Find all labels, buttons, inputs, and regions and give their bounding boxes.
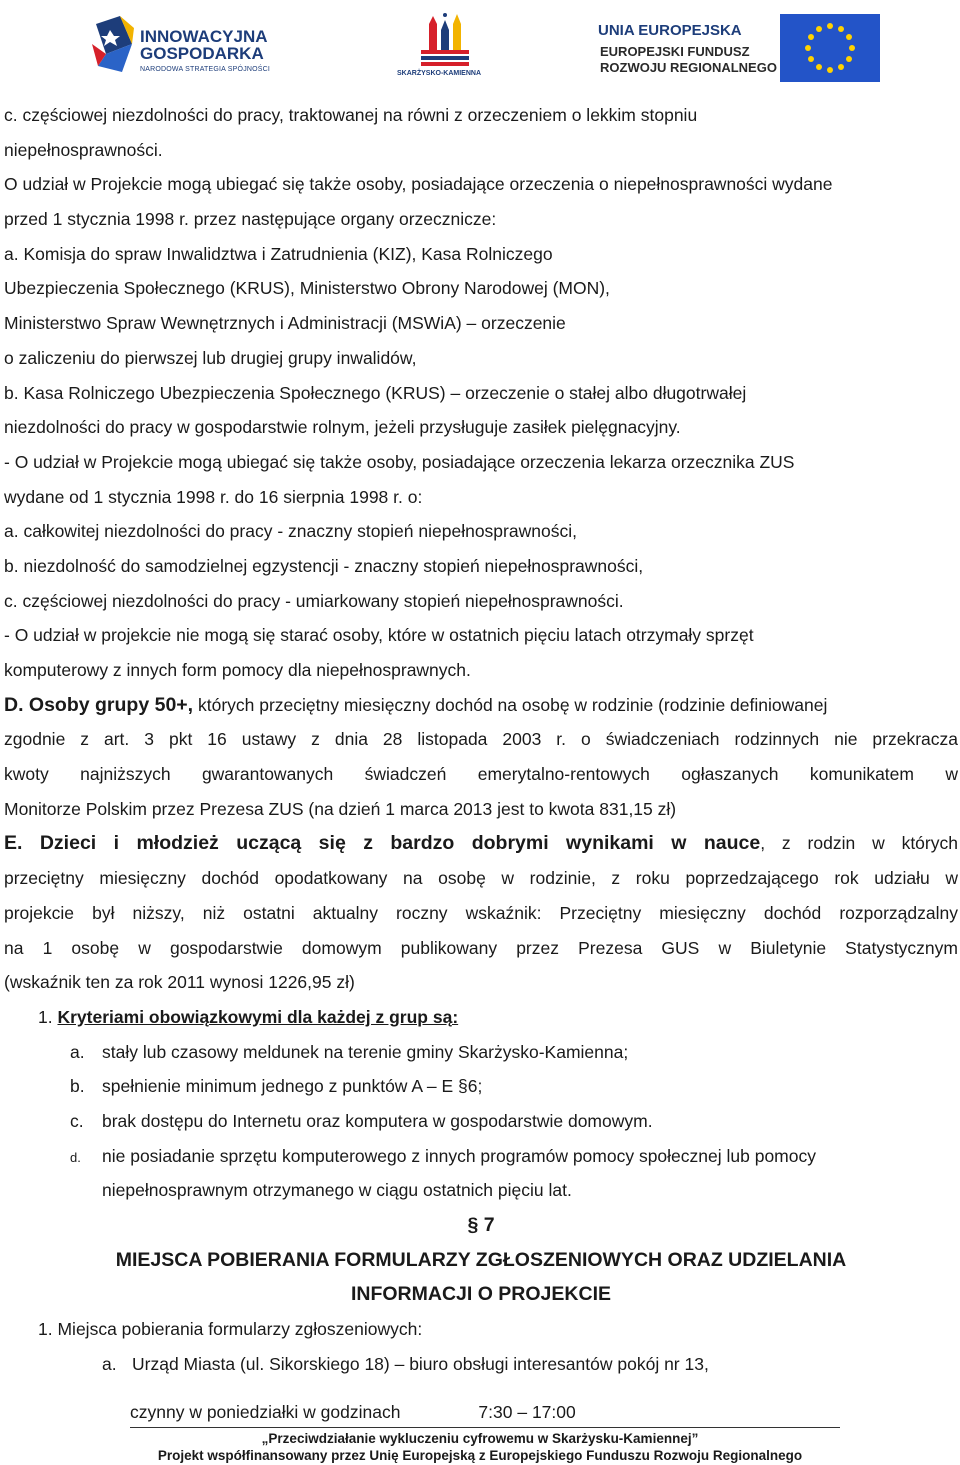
paragraph-line: b. Kasa Rolniczego Ubezpieczenia Społecznego (KRUS) – orzeczenie o stałej albo długotrwałej <box>4 382 747 403</box>
paragraph-line: c. częściowej niezdolności do pracy - umiarkowany stopień niepełnosprawności. <box>4 590 624 611</box>
paragraph-line: projekcie był niższy, niż ostatni aktualny roczny wskaźnik: Przeciętny miesięczny dochód rozporządzalny <box>4 902 958 923</box>
criteria-number: 1. <box>38 1006 53 1027</box>
innowacyjna-gospodarka-logo <box>92 14 282 80</box>
skarzysko-kamienna-logo <box>395 10 495 82</box>
footer-divider <box>130 1427 840 1428</box>
criteria-title: Kryteriami obowiązkowymi dla każdej z grup są: <box>57 1006 459 1027</box>
paragraph-line: Monitorze Polskim przez Prezesa ZUS (na dzień 1 marca 2013 jest to kwota 831,15 zł) <box>4 798 677 819</box>
group-d-text: których przeciętny miesięczny dochód na osobę w rodzinie (rodzinie definiowanej <box>193 694 828 715</box>
ig-title: INNOWACYJNA GOSPODARKA <box>140 27 268 63</box>
eu-flag-icon <box>780 14 880 82</box>
paragraph-line: Ubezpieczenia Społecznego (KRUS), Ministerstwo Obrony Narodowej (MON), <box>4 278 610 299</box>
office-hours: czynny w poniedziałki w godzinach 7:30 – 17:00 <box>130 1402 576 1422</box>
paragraph-line: O udział w Projekcie mogą ubiegać się także osoby, posiadające orzeczenia o niepełnosprawności wydane <box>4 174 833 195</box>
places-heading: 1. Miejsca pobierania formularzy zgłoszeniowych: <box>38 1319 423 1340</box>
paragraph-line: na 1 osobę w gospodarstwie domowym publikowany przez Prezesa GUS w Biuletynie Statystycznym <box>4 937 958 958</box>
document-body <box>4 98 958 1381</box>
criteria-item: a. stały lub czasowy meldunek na terenie gminy Skarżysko-Kamienna; <box>70 1041 629 1062</box>
eu-logo <box>598 12 880 80</box>
criteria-item: c. brak dostępu do Internetu oraz komputera w gospodarstwie domowym. <box>70 1110 653 1131</box>
footer-cofinancing: Projekt współfinansowany przez Unię Europejską z Europejskiego Funduszu Rozwoju Regionalnego <box>157 1448 803 1463</box>
page-footer <box>0 1430 960 1464</box>
criteria-item: b. spełnienie minimum jednego z punktów A – E §6; <box>70 1076 483 1097</box>
criteria-item: d. nie posiadanie sprzętu komputerowego z innych programów pomocy społecznej lub pomocy <box>70 1145 816 1166</box>
paragraph-line: zgodnie z art. 3 pkt 16 ustawy z dnia 28 listopada 2003 r. o świadczeniach rodzinnych nie przekracza <box>4 729 958 750</box>
criteria-heading <box>4 1000 958 1035</box>
paragraph-line: wydane od 1 stycznia 1998 r. do 16 sierpnia 1998 r. o: <box>4 486 423 507</box>
paragraph-line: przed 1 stycznia 1998 r. przez następujące organy orzecznicze: <box>4 209 497 230</box>
paragraph-line: niezdolności do pracy w gospodarstwie rolnym, jeżeli przysługuje zasiłek pielęgnacyjny. <box>4 417 681 438</box>
paragraph-line: komputerowy z innych form pomocy dla niepełnosprawnych. <box>4 660 471 680</box>
group-e-text: , z rodzin w których <box>760 833 958 854</box>
paragraph-line: - O udział w projekcie nie mogą się starać osoby, które w ostatnich pięciu latach otrzymały sprzęt <box>4 625 754 646</box>
paragraph-line: (wskaźnik ten za rok 2011 wynosi 1226,95 zł) <box>4 972 355 993</box>
group-d-heading <box>4 688 958 723</box>
city-name: SKARŻYSKO-KAMIENNA <box>397 70 481 77</box>
group-e-label: E. Dzieci i młodzież uczącą się z bardzo dobrymi wynikami w nauce <box>4 832 761 855</box>
paragraph-line: c. częściowej niezdolności do pracy, traktowanej na równi z orzeczeniem o lekkim stopniu <box>4 105 698 125</box>
paragraph-line: b. niezdolność do samodzielnej egzystencji - znaczny stopień niepełnosprawności, <box>4 555 644 576</box>
paragraph-line: kwoty najniższych gwarantowanych świadczeń emerytalno-rentowych ogłaszanych komunikatem w <box>4 764 958 785</box>
group-e-heading <box>4 826 958 861</box>
city-emblem-icon <box>395 10 495 70</box>
section-number: § 7 <box>467 1214 495 1236</box>
page-header <box>0 0 960 90</box>
paragraph-line: Ministerstwo Spraw Wewnętrznych i Administracji (MSWiA) – orzeczenie <box>4 313 566 334</box>
eu-fund-line-2: ROZWOJU REGIONALNEGO <box>600 60 777 75</box>
paragraph-line: a. całkowitej niezdolności do pracy - znaczny stopień niepełnosprawności, <box>4 521 577 542</box>
eu-fund-line-1: EUROPEJSKI FUNDUSZ <box>600 44 750 59</box>
paragraph-line: a. Komisja do spraw Inwalidztwa i Zatrudnienia (KIZ), Kasa Rolniczego <box>4 243 553 264</box>
footer-project-title: „Przeciwdziałanie wykluczeniu cyfrowemu w Skarżysku-Kamiennej” <box>261 1431 699 1446</box>
eu-title: UNIA EUROPEJSKA <box>598 22 742 39</box>
paragraph-line: o zaliczeniu do pierwszej lub drugiej grupy inwalidów, <box>4 347 417 368</box>
paragraph-line: przeciętny miesięczny dochód opodatkowany na osobę w rodzinie, z roku poprzedzającego rok udziału w <box>4 868 958 889</box>
ig-emblem-icon <box>92 14 136 74</box>
section-title: MIEJSCA POBIERANIA FORMULARZY ZGŁOSZENIOWYCH ORAZ UDZIELANIA <box>115 1248 847 1271</box>
place-item: a. Urząd Miasta (ul. Sikorskiego 18) – biuro obsługi interesantów pokój nr 13, <box>102 1353 709 1374</box>
criteria-item-continuation: niepełnosprawnym otrzymanego w ciągu ostatnich pięciu lat. <box>102 1180 572 1201</box>
ig-subtitle: NARODOWA STRATEGIA SPÓJNOŚCI <box>140 66 271 73</box>
group-d-label: D. Osoby grupy 50+, <box>4 693 194 716</box>
section-title-cont: INFORMACJI O PROJEKCIE <box>350 1283 612 1306</box>
paragraph-line: niepełnosprawności. <box>4 139 163 160</box>
paragraph-line: - O udział w Projekcie mogą ubiegać się także osoby, posiadające orzeczenia lekarza orzecznika ZUS <box>4 451 795 472</box>
